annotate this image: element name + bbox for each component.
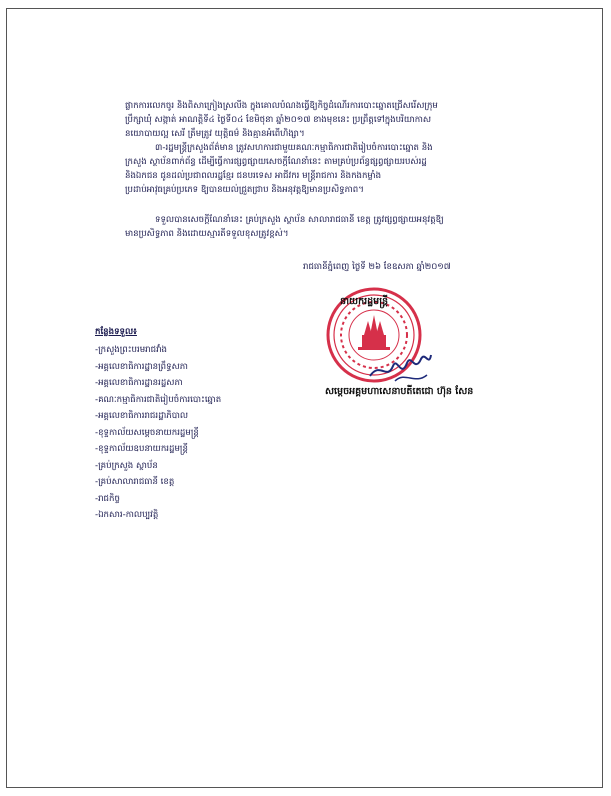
text-line: ក្រសួង ស្ថាប័នពាក់ព័ន្ធ ដើម្បីធ្វើការផ្សព្វផ្សាយសេចក្តីណែនាំនេះ តាមគ្រប់ប្រព័ន្ធផ្សព្វផ្សាយរបស់រដ្ឋ <box>125 157 427 167</box>
text-line: និងឯកជន ជូនដល់ប្រជាពលរដ្ឋខ្មែរ ជនបរទេស អាជីវករ មន្ត្រីរាជការ និងកងកម្លាំង <box>125 171 382 181</box>
document-page <box>6 8 603 788</box>
date-line: រាជធានីភ្នំពេញ ថ្ងៃទី ២៦ ខែឧសភា ឆ្នាំ២០១៧ <box>303 262 451 272</box>
list-item: -ខុទ្ទកាល័យឧបនាយករដ្ឋមន្ត្រី <box>95 444 188 454</box>
text-line: ៣-រដ្ឋមន្ត្រីក្រសួងព័ត៌មាន ត្រូវសហការជាមួយគណៈកម្មាធិការជាតិរៀបចំការបោះឆ្នោត និង <box>155 143 433 153</box>
list-item: -ឯកសារ-កាលប្បវត្តិ <box>95 510 159 520</box>
recipients-title: កន្លែងទទួល៖ <box>95 327 137 337</box>
list-item: -គណៈកម្មាធិការជាតិរៀបចំការបោះឆ្នោត <box>95 394 222 405</box>
list-item: -អគ្គលេខាធិការរាជរដ្ឋាភិបាល <box>95 411 189 421</box>
list-item: -ខុទ្ទកាល័យសម្តេចនាយករដ្ឋមន្ត្រី <box>95 427 199 438</box>
text-line: ប្រដាប់អាវុធគ្រប់ប្រភេទ ឱ្យបានយល់ជ្រួតជ្រាប និងអនុវត្តឱ្យមានប្រសិទ្ធភាព។ <box>125 185 364 195</box>
text-line: ផ្លាកការលេកចូរ និងពិសាក្រៀងស្រលីង ក្នុងគោលបំណងធ្វើឱ្យកិច្ចដំណើរការបោះឆ្នោតជ្រើសរើសក្រុម <box>125 101 438 111</box>
text-line: ទទួលបានសេចក្តីណែនាំនេះ គ្រប់ក្រសួង ស្ថាប័ន សាលារាជធានី ខេត្ត ត្រូវផ្សព្វផ្សាយអនុវត្តឱ្យ <box>155 215 444 225</box>
list-item: -អគ្គលេខាធិការដ្ឋានព្រឹទ្ធសភា <box>95 361 188 372</box>
text-line: មានប្រសិទ្ធភាព និងដោយស្មារតីទទួលខុសត្រូវខ្ពស់។ <box>125 229 289 239</box>
signature-title: នាយករដ្ឋមន្ត្រី <box>340 296 389 307</box>
text-line: នយោបាយល្អ សេរី ត្រឹមត្រូវ យុត្តិធម៌ និងគ្មានអំពើហិង្សា។ <box>125 129 305 139</box>
list-item: -គ្រប់ក្រសួង ស្ថាប័ន <box>95 460 158 471</box>
paragraph-3 <box>125 213 444 241</box>
signatory-name: សម្តេចអគ្គមហាសេនាបតីតេជោ ហ៊ុន សែន <box>325 386 474 397</box>
handwritten-signature-icon <box>365 341 435 391</box>
list-item: -អគ្គលេខាធិការដ្ឋានរដ្ឋសភា <box>95 378 183 388</box>
text-line: ប្រឹក្សាឃុំ សង្កាត់ អាណត្តិទី៤ ថ្ងៃទី០៤ ខែមិថុនា ឆ្នាំ២០១៧ ខាងមុខនេះ ប្រព្រឹត្តទៅក្នុងបរិយាកាស <box>125 115 432 125</box>
list-item: -រាជកិច្ច <box>95 493 120 504</box>
list-item: -គ្រប់សាលារាជធានី ខេត្ត <box>95 477 175 487</box>
list-item: -ក្រសួងព្រះបរមរាជវាំង <box>95 345 168 355</box>
paragraph-1 <box>125 99 438 141</box>
recipients-list <box>95 327 221 527</box>
paragraph-2 <box>125 141 433 197</box>
